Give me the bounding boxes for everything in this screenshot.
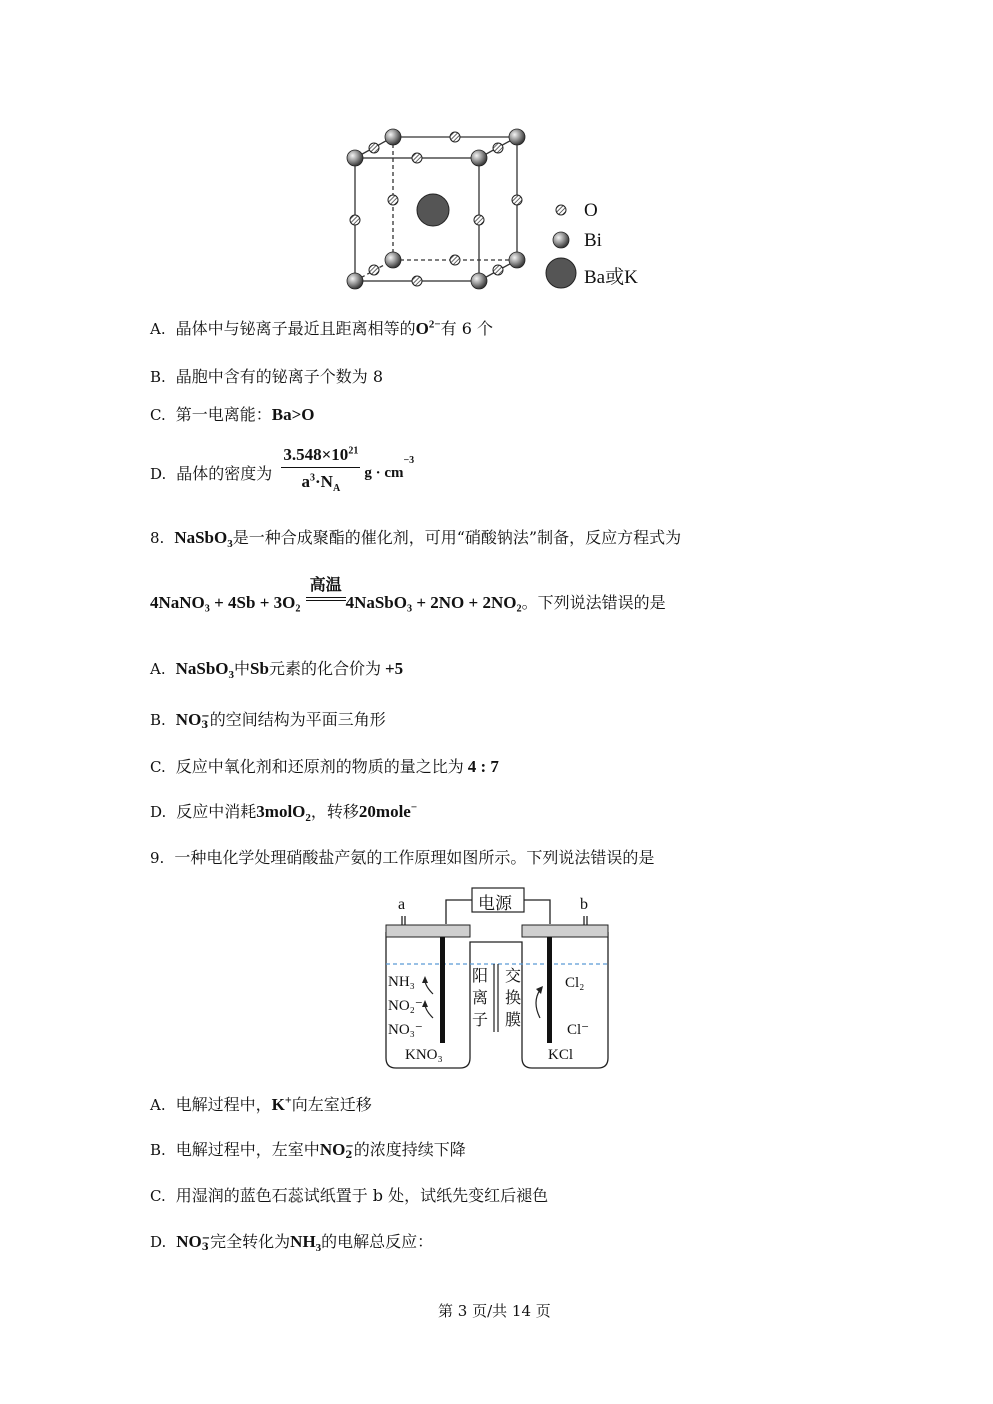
q8-option-c: C. 反应中氧化剂和还原剂的物质的量之比为 4 : 7: [150, 757, 499, 776]
legend-bi-label: Bi: [584, 230, 602, 251]
q7-option-b: B. 晶胞中含有的铋离子个数为 8: [150, 367, 384, 386]
terminal-a-label: a: [398, 896, 406, 913]
density-fraction: $\frac{3.548\times 10^{21}}{a^3\cdot N_A}$: [283, 445, 359, 495]
right-solution-label: KCl: [548, 1047, 574, 1063]
q9-option-a: A. 电解过程中，K+向左室迁移: [150, 1092, 372, 1114]
q7-option-c: C. 第一电离能：Ba>O: [150, 405, 315, 424]
legend-bak-label: Ba或K: [584, 267, 638, 288]
membrane-label-right: 交 换 膜: [505, 968, 522, 1029]
q8-option-b: B. NO − 3 的空间结构为平面三角形: [150, 710, 386, 731]
q8-option-d: D. 反应中消耗3molO$_2$，转移20mole−: [150, 801, 418, 825]
q7-option-d: D. 晶体的密度为 $\frac{3.548\times 10^{21}}{a^3\cdot N_A}$ $g \cdot cm^{-3}$: [150, 445, 415, 495]
right-bottom-species: Cl⁻: [567, 1022, 590, 1038]
q9-option-c: C. 用湿润的蓝色石蕊试纸置于 b 处，试纸先变红后褪色: [150, 1186, 549, 1205]
power-label: 电源: [478, 894, 512, 913]
right-top-species: Cl₂: [565, 975, 585, 991]
left-solution-label: KNO₃: [405, 1047, 443, 1063]
legend-o-label: O: [584, 200, 598, 221]
q9-option-b: B. 电解过程中，左室中NO − 2 的浓度持续下降: [150, 1140, 466, 1161]
q8-stem: 8. NaSbO$_3$是一种合成聚酯的催化剂，可用“硝酸钠法”制备，反应方程式为: [150, 528, 682, 551]
q8-equation: 4NaNO₃ + 4Sb + 3O₂ 高温 4NaSbO₃ + 2NO + 2NO₂。下列说法错误的是: [150, 572, 666, 601]
left-species: NH₃ NO₂⁻ NO₃⁻: [388, 974, 423, 1038]
q9-stem: 9. 一种电化学处理硝酸盐产氨的工作原理如图所示。下列说法错误的是: [150, 848, 655, 867]
terminal-b-label: b: [580, 896, 588, 913]
q8-option-a: A. NaSbO$_3$中Sb元素的化合价为 +5: [150, 659, 404, 682]
page-footer: 第 3 页/共 14 页: [438, 1302, 551, 1320]
q7-option-a: A. 晶体中与铋离子最近且距离相等的$O^{2-}$有 6 个: [150, 318, 493, 338]
reaction-condition: 高温: [306, 572, 346, 601]
membrane-label-left: 阳 离 子: [472, 968, 489, 1029]
q9-option-d: D. NO − 3 完全转化为$NH_3$的电解总反应：: [150, 1232, 434, 1255]
